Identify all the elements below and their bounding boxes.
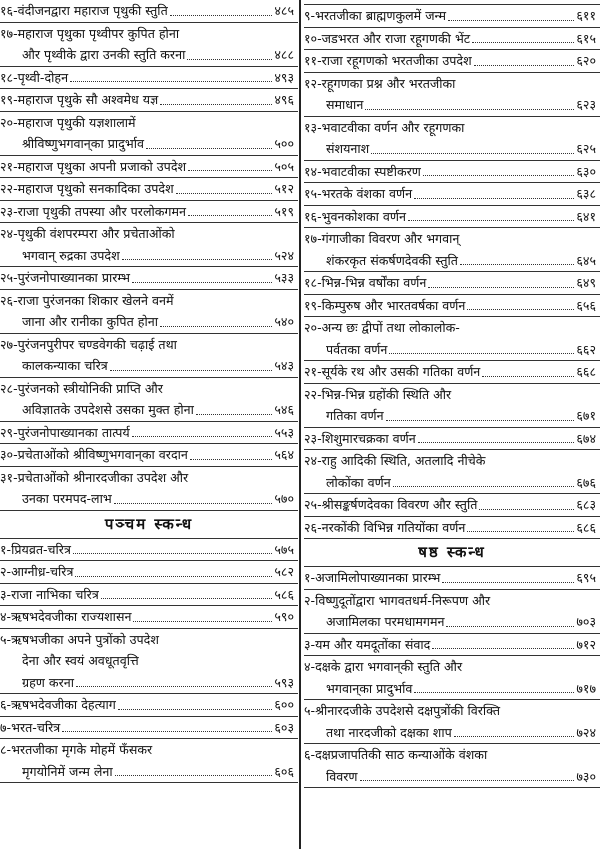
- toc-entry-page-number: ६७४: [576, 430, 596, 446]
- toc-entry-final-line: [0, 245, 298, 267]
- toc-entry-final-line: [0, 178, 298, 200]
- dot-leader: [393, 486, 575, 487]
- toc-entry-page-number: ५७०: [274, 491, 294, 506]
- toc-entry-page-number: ६३०: [576, 163, 596, 179]
- toc-entry: [304, 28, 600, 51]
- toc-entry-title: ९-भरतजीका ब्राह्मणकुलमें जन्म: [304, 8, 447, 23]
- toc-entry-title-line: २४-पृथुकी वंशपरम्परा और प्रचेताओंको: [0, 226, 175, 241]
- dot-leader: [482, 376, 574, 377]
- toc-entry-title-line: ८-भरतजीका मृगके मोहमें फँसकर: [0, 742, 153, 757]
- toc-entry-title: और पृथ्वीके द्वारा उनकी स्तुति करना: [22, 47, 186, 62]
- toc-entry: [304, 494, 600, 517]
- toc-entry-page-number: ७३०: [576, 768, 596, 784]
- dot-leader: [196, 414, 272, 415]
- toc-entry-title: २५-पुरंजनोपाख्यानका प्रारम्भ: [0, 270, 131, 285]
- dot-leader: [472, 42, 574, 43]
- dot-leader: [414, 692, 574, 693]
- toc-entry-page-number: ४८५: [274, 3, 294, 18]
- toc-entry-title: १८-पृथ्वी-दोहन: [0, 69, 69, 85]
- toc-entry-title-line: २०-अन्य छः द्वीपों तथा लोकालोक-: [304, 320, 460, 335]
- toc-entry-title: मृगयोनिमें जन्म लेना: [22, 763, 113, 779]
- toc-entry: [0, 739, 298, 783]
- toc-entry-title: ४-ऋषभदेवजीका राज्यशासन: [0, 609, 132, 624]
- toc-entry-final-line: [304, 361, 600, 383]
- toc-entry-final-line: [304, 517, 600, 539]
- toc-entry-final-line: [0, 761, 298, 783]
- toc-entry-final-line: [0, 44, 298, 66]
- dot-leader: [418, 442, 575, 443]
- toc-entry-title: भगवान्‌का प्रादुर्भाव: [326, 680, 413, 696]
- toc-entry: [0, 0, 298, 23]
- toc-entry-title: १६-वंदीजनद्वारा महाराज पृथुकी स्तुति: [0, 3, 168, 18]
- toc-entry-final-line: [304, 567, 600, 589]
- dot-leader: [474, 65, 575, 66]
- toc-entry-page-number: ५८२: [274, 564, 294, 579]
- toc-entry-page-number: ६००: [274, 697, 294, 712]
- toc-entry-page-number: ५६४: [274, 447, 294, 462]
- dot-leader: [118, 709, 272, 710]
- toc-entry-title: २१-महाराज पृथुका अपनी प्रजाको उपदेश: [0, 158, 187, 174]
- toc-entry-title: ७-भरत-चरित्र: [0, 719, 61, 735]
- toc-entry-page-number: ६६२: [576, 341, 596, 357]
- dot-leader: [423, 175, 574, 176]
- toc-entry-final-line: [0, 561, 298, 583]
- toc-entry-title-line: ४-दक्षके द्वारा भगवान्‌की स्तुति और: [304, 659, 463, 674]
- dot-leader: [187, 59, 272, 60]
- toc-entry-title: समाधान: [326, 97, 364, 112]
- toc-entry-final-line: [0, 0, 298, 22]
- toc-entry-page-number: ७०३: [576, 614, 596, 629]
- toc-entry: [0, 334, 298, 378]
- toc-entry: [0, 67, 298, 90]
- toc-entry: [304, 228, 600, 272]
- toc-entry-title-line: १७-गंगाजीका विवरण और भगवान्: [304, 231, 460, 246]
- toc-entry-title-line: २०-महाराज पृथुकी यज्ञशालामें: [0, 114, 136, 130]
- dot-leader: [160, 104, 272, 105]
- toc-entry-title-line: २४-राहु आदिकी स्थिति, अतलादि नीचेके: [304, 453, 486, 468]
- toc-entry-title: १४-भवाटवीका स्पष्टीकरण: [304, 163, 421, 179]
- toc-entry-final-line: [304, 5, 600, 27]
- toc-entry: [304, 361, 600, 384]
- toc-entry-final-line: [304, 722, 600, 744]
- toc-entry-page-number: ६७१: [576, 408, 596, 423]
- right-column: [304, 0, 600, 788]
- dot-leader: [360, 780, 575, 781]
- toc-entry-title-line: २२-भिन्न-भिन्न ग्रहोंकी स्थिति और: [304, 386, 452, 402]
- toc-entry: [304, 656, 600, 700]
- toc-entry-title: उनका परमपद-लाभ: [22, 491, 112, 506]
- toc-entry-final-line: [0, 717, 298, 739]
- toc-entry-page-number: ५००: [274, 136, 294, 151]
- toc-entry-title: १६-भुवनकोशका वर्णन: [304, 208, 407, 224]
- toc-entry-title: १८-भिन्न-भिन्न वर्षोंका वर्णन: [304, 275, 427, 290]
- toc-entry-title-line: २८-पुरंजनको स्त्रीयोनिकी प्राप्ति और: [0, 380, 163, 396]
- toc-entry-title: १५-भरतके वंशका वर्णन: [304, 186, 413, 201]
- dot-leader: [467, 309, 574, 310]
- toc-entry-page-number: ६२५: [576, 141, 596, 156]
- dot-leader: [70, 81, 272, 82]
- toc-entry: [0, 444, 298, 467]
- toc-entry-final-line: [304, 428, 600, 450]
- toc-entry-page-number: ६११: [576, 8, 596, 23]
- toc-entry-final-line: [0, 672, 298, 694]
- toc-entry-page-number: ४९६: [274, 92, 294, 107]
- toc-entry: [0, 23, 298, 67]
- toc-entry-title: १-अजामिलोपाख्यानका प्रारम्भ: [304, 570, 441, 585]
- toc-entry-final-line: [304, 494, 600, 516]
- toc-entry-title: संशयनाश: [326, 141, 370, 156]
- dot-leader: [446, 626, 574, 627]
- toc-entry-title: २१-सूर्यके रथ और उसकी गतिका वर्णन: [304, 364, 481, 379]
- dot-leader: [460, 264, 574, 265]
- dot-leader: [122, 259, 273, 260]
- toc-entry-page-number: ५४३: [274, 358, 294, 373]
- toc-entry: [0, 606, 298, 629]
- toc-entry-title-line: १७-महाराज पृथुका पृथ्वीपर कुपित होना: [0, 25, 180, 41]
- toc-entry-final-line: [304, 138, 600, 160]
- dot-leader: [132, 436, 273, 437]
- toc-entry: [0, 584, 298, 607]
- toc-entry-page-number: ६४१: [576, 208, 596, 224]
- toc-entry-final-line: [0, 694, 298, 716]
- toc-entry: [0, 290, 298, 334]
- toc-entry-final-line: [0, 444, 298, 466]
- left-entries-b: [0, 539, 298, 784]
- toc-entry-title: तथा नारदजीको दक्षका शाप: [326, 724, 452, 740]
- toc-entry-final-line: [304, 161, 600, 183]
- dot-leader: [432, 648, 574, 649]
- toc-entry-title: पर्वतका वर्णन: [326, 341, 388, 357]
- toc-entry: [0, 201, 298, 224]
- dot-leader: [176, 193, 273, 194]
- toc-entry-page-number: ५५३: [274, 424, 294, 440]
- toc-entry-page-number: ६०६: [274, 763, 294, 779]
- toc-entry-title-line: ५-श्रीनारदजीके उपदेशसे दक्षपुत्रोंकी विरक्ति: [304, 703, 501, 718]
- toc-entry-final-line: [304, 634, 600, 656]
- dot-leader: [408, 220, 574, 221]
- toc-entry-title-line: देना और स्वयं अवधूतवृत्ति: [22, 653, 139, 668]
- toc-entry-final-line: [304, 472, 600, 494]
- toc-entry-title: ३०-प्रचेताओंको श्रीविष्णुभगवान्‌का वरदान: [0, 447, 188, 462]
- toc-entry-title-line: १२-रहूगणका प्रश्न और भरतजीका: [304, 75, 456, 91]
- toc-entry: [304, 272, 600, 295]
- toc-entry-page-number: ५४०: [274, 314, 294, 329]
- toc-entry-page-number: ४८८: [274, 47, 294, 62]
- toc-entry-page-number: ५८६: [274, 586, 294, 602]
- toc-entry-page-number: ५९०: [274, 609, 294, 624]
- dot-leader: [389, 353, 574, 354]
- toc-entry-title-line: ६-दक्षप्रजापतिकी साठ कन्याओंके वंशका: [304, 747, 488, 762]
- toc-entry-page-number: ६६८: [576, 364, 596, 379]
- toc-entry-title-line: २६-राजा पुरंजनका शिकार खेलने वनमें: [0, 292, 174, 308]
- toc-entry-final-line: [0, 422, 298, 444]
- toc-entry-title: कालकन्याका चरित्र: [22, 358, 108, 373]
- toc-entry: [0, 539, 298, 562]
- dot-leader: [114, 503, 273, 504]
- toc-entry-title: २५-श्रीसङ्कर्षणदेवका विवरण और स्तुति: [304, 497, 478, 512]
- toc-entry-final-line: [304, 678, 600, 700]
- toc-entry: [304, 450, 600, 494]
- toc-entry: [0, 561, 298, 584]
- toc-entry-page-number: ५०५: [274, 158, 294, 174]
- toc-entry-title: ३-यम और यमदूतोंका संवाद: [304, 636, 431, 652]
- toc-entry-final-line: [0, 201, 298, 223]
- dot-leader: [75, 576, 272, 577]
- toc-entry-page-number: ६१५: [576, 30, 596, 46]
- toc-entry-page-number: ६८३: [576, 497, 596, 512]
- toc-entry-page-number: ६४९: [576, 275, 596, 290]
- toc-entry: [304, 73, 600, 117]
- dot-leader: [62, 731, 272, 732]
- toc-entry-page-number: ७१७: [576, 680, 596, 696]
- toc-entry-title-line: ३१-प्रचेताओंको श्रीनारदजीका उपदेश और: [0, 469, 189, 485]
- toc-entry-page-number: ६४५: [576, 252, 596, 268]
- toc-entry: [304, 206, 600, 229]
- dot-leader: [188, 170, 272, 171]
- toc-entry-title: ग्रहण करना: [22, 674, 74, 690]
- toc-entry: [304, 117, 600, 161]
- toc-entry: [304, 161, 600, 184]
- dot-leader: [479, 509, 574, 510]
- toc-entry-title: ३-राजा नाभिका चरित्र: [0, 586, 99, 602]
- toc-entry: [0, 629, 298, 695]
- toc-entry-title: विवरण: [326, 768, 358, 784]
- toc-entry-title: अविज्ञातके उपदेशसे उसका मुक्त होना: [22, 402, 194, 417]
- dot-leader: [101, 598, 273, 599]
- toc-entry: [304, 50, 600, 73]
- toc-entry-title-line: ५-ऋषभजीका अपने पुत्रोंको उपदेश: [0, 631, 159, 647]
- toc-entry-final-line: [304, 94, 600, 116]
- toc-entry-title: अजामिलका परमधामगमन: [326, 614, 445, 629]
- toc-entry: [304, 295, 600, 318]
- toc-entry: [304, 183, 600, 206]
- toc-entry-title-line: २७-पुरंजनपुरीपर चण्डवेगकी चढ़ाई तथा: [0, 336, 177, 352]
- toc-entry: [0, 112, 298, 156]
- toc-entry: [0, 717, 298, 740]
- toc-entry-final-line: [304, 28, 600, 50]
- right-entries-b: [304, 567, 600, 788]
- toc-entry-page-number: ५१२: [274, 181, 294, 196]
- toc-entry: [0, 89, 298, 112]
- toc-entry-title: जाना और रानीका कुपित होना: [22, 314, 158, 329]
- toc-entry-final-line: [304, 295, 600, 317]
- toc-entry-final-line: [0, 399, 298, 421]
- dot-leader: [371, 153, 574, 154]
- toc-entry-title: २३-शिशुमारचक्रका वर्णन: [304, 430, 416, 446]
- dot-leader: [160, 326, 272, 327]
- section-heading-shashtha-skandha: षष्ठ स्कन्ध: [304, 539, 600, 567]
- toc-entry: [304, 700, 600, 744]
- toc-entry: [304, 590, 600, 634]
- toc-entry-final-line: [0, 311, 298, 333]
- toc-entry-final-line: [304, 50, 600, 72]
- toc-entry-page-number: ४९३: [274, 69, 294, 85]
- toc-entry-title: २६-नरकोंकी विभिन्न गतियोंका वर्णन: [304, 519, 466, 535]
- toc-entry-title: १-प्रियव्रत-चरित्र: [0, 541, 71, 557]
- toc-entry: [304, 5, 600, 28]
- toc-entry-final-line: [304, 250, 600, 272]
- toc-entry-final-line: [0, 67, 298, 89]
- toc-entry: [0, 378, 298, 422]
- toc-entry-page-number: ५१९: [274, 203, 294, 219]
- dot-leader: [132, 282, 272, 283]
- toc-entry-page-number: ६७६: [576, 474, 596, 490]
- toc-entry-page-number: ६९५: [576, 570, 596, 585]
- dot-leader: [146, 148, 272, 149]
- left-entries-a: [0, 0, 298, 511]
- toc-entry-title: १०-जडभरत और राजा रहूगणकी भेंट: [304, 30, 471, 46]
- column-divider: [299, 0, 301, 849]
- toc-entry: [304, 428, 600, 451]
- toc-entry-page-number: ५४६: [274, 402, 294, 417]
- toc-entry-final-line: [0, 488, 298, 510]
- dot-leader: [76, 686, 272, 687]
- toc-entry-title: शंकरकृत संकर्षणदेवकी स्तुति: [326, 252, 458, 268]
- toc-entry-title-line: २-विष्णुदूतोंद्वारा भागवतधर्म-निरूपण और: [304, 592, 491, 608]
- toc-entry-title-line: १३-भवाटवीका वर्णन और रहूगणका: [304, 119, 465, 135]
- toc-entry-title: ६-ऋषभदेवजीका देहत्याग: [0, 697, 116, 712]
- right-entries-a: [304, 5, 600, 539]
- toc-entry-final-line: [0, 267, 298, 289]
- toc-entry-final-line: [304, 766, 600, 788]
- toc-entry: [304, 634, 600, 657]
- toc-entry: [304, 384, 600, 428]
- toc-entry-final-line: [0, 89, 298, 111]
- dot-leader: [448, 20, 574, 21]
- toc-entry-title: २-आग्नीध्र-चरित्र: [0, 564, 74, 579]
- toc-entry-final-line: [0, 355, 298, 377]
- toc-entry-page-number: ६५६: [576, 297, 596, 313]
- toc-entry: [0, 422, 298, 445]
- toc-entry-final-line: [0, 606, 298, 628]
- toc-entry: [304, 567, 600, 590]
- toc-entry-title: १९-महाराज पृथुके सौ अश्वमेध यज्ञ: [0, 92, 159, 107]
- toc-entry-page-number: ५९३: [274, 674, 294, 690]
- toc-entry-title: १९-किम्पुरुष और भारतवर्षका वर्णन: [304, 297, 466, 313]
- dot-leader: [467, 531, 574, 532]
- toc-entry-page-number: ५२४: [274, 247, 294, 263]
- toc-entry: [0, 178, 298, 201]
- toc-entry-title: २९-पुरंजनोपाख्यानका तात्पर्य: [0, 424, 130, 440]
- toc-entry-final-line: [0, 156, 298, 178]
- toc-entry-page-number: ५७५: [274, 541, 294, 557]
- toc-entry: [304, 317, 600, 361]
- toc-entry: [0, 223, 298, 267]
- toc-entry-page-number: ६०३: [274, 719, 294, 735]
- dot-leader: [133, 621, 272, 622]
- toc-entry-title: २३-राजा पृथुकी तपस्या और परलोकगमन: [0, 203, 187, 219]
- dot-leader: [365, 109, 574, 110]
- toc-entry-title: गतिका वर्णन: [326, 408, 384, 423]
- toc-entry-final-line: [0, 584, 298, 606]
- dot-leader: [190, 459, 272, 460]
- toc-entry-title: २२-महाराज पृथुको सनकादिका उपदेश: [0, 181, 174, 196]
- toc-entry-title: श्रीविष्णुभगवान्‌का प्रादुर्भाव: [22, 136, 144, 151]
- toc-entry-page-number: ७१२: [576, 636, 596, 652]
- toc-entry-title: ११-राजा रहूगणको भरतजीका उपदेश: [304, 53, 472, 68]
- toc-entry: [304, 744, 600, 788]
- toc-entry-page-number: ६८६: [576, 519, 596, 535]
- toc-entry: [304, 517, 600, 540]
- toc-entry-final-line: [304, 206, 600, 228]
- toc-entry-title: लोकोंका वर्णन: [326, 474, 391, 490]
- toc-entry: [0, 267, 298, 290]
- toc-entry: [0, 156, 298, 179]
- dot-leader: [442, 582, 574, 583]
- toc-entry-final-line: [304, 611, 600, 633]
- dot-leader: [73, 553, 272, 554]
- toc-entry-final-line: [304, 339, 600, 361]
- toc-entry-page-number: ५३३: [274, 270, 294, 285]
- toc-entry-title: भगवान् रुद्रका उपदेश: [22, 247, 120, 263]
- toc-entry-final-line: [304, 183, 600, 205]
- left-column: [0, 0, 298, 783]
- dot-leader: [170, 15, 273, 16]
- dot-leader: [414, 198, 574, 199]
- section-heading-panchama-skandha: पञ्चम स्कन्ध: [0, 511, 298, 539]
- toc-entry-page-number: ६२३: [576, 97, 596, 112]
- dot-leader: [428, 287, 574, 288]
- toc-entry: [0, 694, 298, 717]
- toc-entry-page-number: ७२४: [576, 724, 596, 740]
- dot-leader: [115, 775, 273, 776]
- dot-leader: [188, 215, 272, 216]
- toc-entry-final-line: [304, 272, 600, 294]
- toc-entry-final-line: [0, 133, 298, 155]
- toc-entry-page-number: ६२०: [576, 53, 596, 68]
- dot-leader: [386, 420, 575, 421]
- toc-entry-page-number: ६३८: [576, 186, 596, 201]
- toc-entry-final-line: [0, 539, 298, 561]
- dot-leader: [454, 736, 575, 737]
- dot-leader: [110, 370, 273, 371]
- toc-entry: [0, 467, 298, 511]
- toc-entry-final-line: [304, 405, 600, 427]
